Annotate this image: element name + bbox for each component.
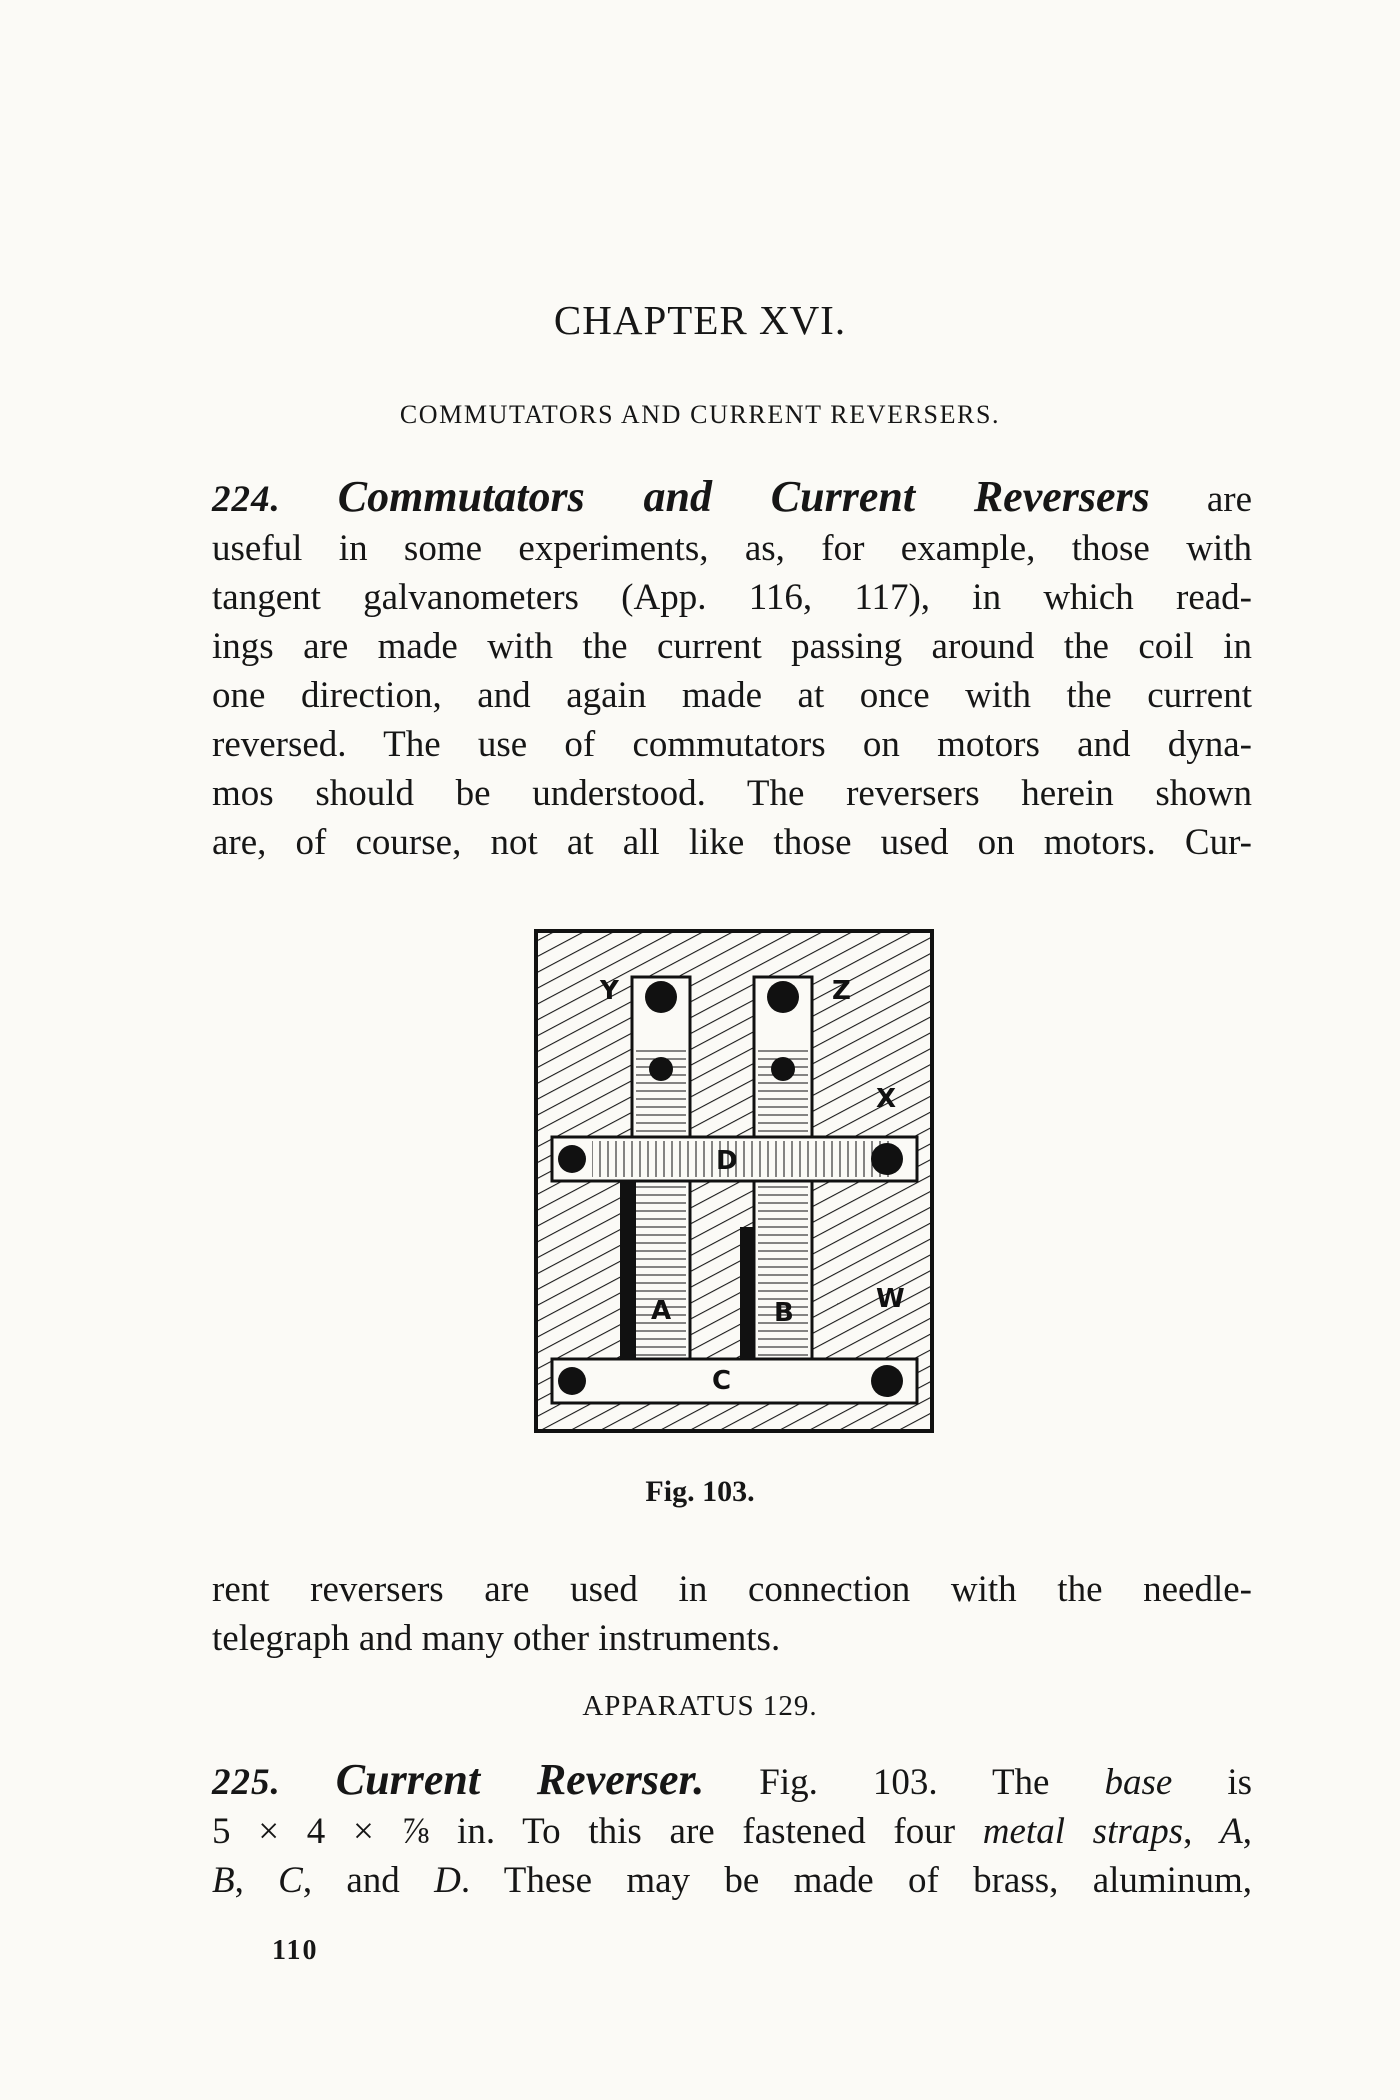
screw-icon (871, 1143, 903, 1175)
italic-term: B (212, 1860, 235, 1901)
paragraph-line: mos should be understood. The reversers herein shown (212, 773, 1252, 814)
label-z: Z (832, 976, 851, 1006)
label-y: Y (600, 976, 619, 1006)
paragraph-line (212, 1755, 1252, 1807)
screw-icon (558, 1367, 586, 1395)
paragraph-line (212, 1807, 1252, 1856)
italic-term: D (434, 1860, 461, 1901)
paragraph-225 (212, 1755, 1252, 1905)
screw-icon (871, 1365, 903, 1397)
paragraph-line (212, 472, 1252, 524)
paragraph-line: telegraph and many other instruments. (212, 1618, 781, 1659)
paragraph-224-continued (212, 1565, 1252, 1663)
line-text: are (1206, 479, 1252, 520)
apparatus-heading: APPARATUS 129. (582, 1690, 818, 1722)
line-text: , and (302, 1860, 435, 1901)
paragraph-224 (212, 472, 1252, 867)
paragraph-line: rent reversers are used in connection with the needle- (212, 1569, 1252, 1610)
screw-icon (649, 1057, 673, 1081)
paragraph-line: one direction, and again made at once with the current (212, 675, 1252, 716)
page-number: 110 (272, 1935, 319, 1966)
section-number: 224. (212, 479, 281, 520)
label-x: X (876, 1084, 897, 1114)
section-title: Current Reverser. (335, 1755, 705, 1804)
line-text: , (1242, 1811, 1252, 1852)
line-text: , (1183, 1811, 1221, 1852)
screw-icon (558, 1145, 586, 1173)
italic-term: metal straps (982, 1811, 1184, 1852)
screw-icon (767, 981, 799, 1013)
line-text: . These may be made of brass, aluminum, (460, 1860, 1252, 1901)
chapter-subtitle: COMMUTATORS AND CURRENT REVERSERS. (399, 400, 1001, 429)
label-c: C (712, 1366, 732, 1396)
italic-term: base (1104, 1762, 1173, 1803)
italic-term: A (1220, 1811, 1243, 1852)
label-b: B (774, 1298, 794, 1328)
section-title: Commutators and Current Reversers (337, 472, 1150, 521)
paragraph-line: useful in some experiments, as, for example, those with (212, 528, 1252, 569)
screw-icon (771, 1057, 795, 1081)
line-text: Fig. 103. The (759, 1762, 1105, 1803)
chapter-heading: CHAPTER XVI. (553, 297, 847, 343)
section-number: 225. (212, 1762, 281, 1803)
label-a: A (651, 1296, 672, 1326)
label-w: W (876, 1284, 905, 1314)
italic-term: C (278, 1860, 303, 1901)
line-text: is (1172, 1762, 1253, 1803)
paragraph-line: ings are made with the current passing around the coil in (212, 626, 1252, 667)
paragraph-line (212, 1856, 1252, 1905)
line-text: 5 × 4 × ⅞ in. To this are fastened four (212, 1811, 983, 1852)
label-d: D (716, 1146, 738, 1176)
figure-caption: Fig. 103. (645, 1475, 755, 1508)
line-text: , (234, 1860, 279, 1901)
paragraph-line: are, of course, not at all like those used on motors. Cur- (212, 822, 1252, 863)
screw-icon (645, 981, 677, 1013)
paragraph-line: tangent galvanometers (App. 116, 117), in which read- (212, 577, 1252, 618)
current-reverser-figure (532, 927, 937, 1437)
paragraph-line: reversed. The use of commutators on motors and dyna- (212, 724, 1252, 765)
